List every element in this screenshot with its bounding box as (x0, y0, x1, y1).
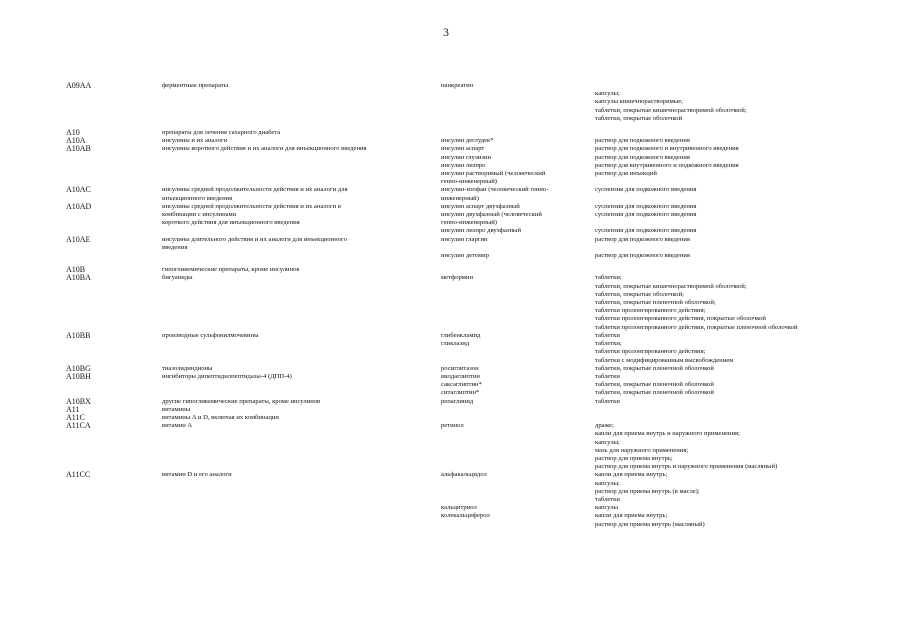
substance-name (441, 203, 595, 236)
group-name: производные сульфонилмочевины (162, 331, 259, 339)
dosage-form (595, 414, 865, 422)
substance-name-line: колекальциферол (441, 512, 490, 520)
group-name: гипогликемические препараты, кроме инсулинов (162, 266, 300, 274)
dosage-form (595, 82, 865, 123)
group-name: витамины A и D, включая их комбинации (162, 413, 279, 421)
dosage-form (595, 170, 865, 186)
table-row (66, 414, 865, 422)
atc-table (66, 82, 865, 529)
dosage-form-line: капли для приема внутрь; (595, 512, 668, 520)
dosage-form (595, 154, 865, 162)
substance-name (441, 414, 595, 422)
dosage-form-line: раствор для подкожного введения (595, 153, 690, 161)
table-row (66, 137, 865, 145)
substance-name (441, 471, 595, 528)
substance-name: инсулин лизпро (441, 161, 486, 169)
dosage-form-line: раствор для внутривенного и подкожного введения (595, 161, 739, 169)
dosage-form-line: раствор для подкожного введения (595, 235, 690, 243)
substance-name (441, 332, 595, 365)
dosage-form (595, 129, 865, 137)
dosage-form-line: таблетки (595, 397, 620, 405)
dosage-form-line (595, 244, 865, 252)
atc-code: A10BX (66, 397, 91, 406)
dosage-form-line: таблетки, покрытые пленочной оболочкой (595, 381, 714, 389)
dosage-form-line: капсулы; (595, 90, 620, 98)
atc-code (66, 162, 162, 170)
table-row (66, 373, 865, 398)
dosage-form (595, 186, 865, 202)
group-name: витамин A (162, 422, 193, 430)
group-name: ингибиторы дипептидилпептидазы-4 (ДПП-4) (162, 372, 292, 380)
table-body (66, 82, 865, 529)
dosage-form (595, 203, 865, 236)
substance-name: метформин (441, 274, 473, 282)
dosage-form-line: раствор для приема внутрь; (595, 454, 673, 462)
dosage-form-line: таблетки пролонгированного действия; (595, 307, 706, 315)
dosage-form-line: раствор для приема внутрь (в масле); (595, 487, 700, 495)
substance-name (441, 373, 595, 398)
dosage-form-line: раствор для приема внутрь и наружного применения (масляный) (595, 463, 778, 471)
substance-name-line: инсулин-изофан (человеческий генно- (441, 186, 549, 194)
table-row (66, 398, 865, 406)
group-name (162, 154, 441, 162)
table-row (66, 145, 865, 153)
dosage-form-line: капли для приема внутрь; (595, 471, 668, 479)
group-name (162, 162, 441, 170)
dosage-form (595, 365, 865, 373)
dosage-form-line: таблетки; (595, 340, 622, 348)
group-name: другие гипогликемические препараты, кроме инсулинов (162, 397, 321, 405)
table-row (66, 422, 865, 471)
atc-code: A10AB (66, 145, 91, 154)
atc-code: A10AC (66, 186, 91, 195)
substance-name-line: генно-инженерный) (441, 178, 497, 186)
substance-name (441, 186, 595, 202)
substance-name (441, 266, 595, 274)
table-row (66, 266, 865, 274)
substance-name-line: саксаглиптин* (441, 381, 482, 389)
group-name: ферментные препараты (162, 82, 229, 89)
dosage-form-line: таблетки, покрытые пленочной оболочкой; (595, 299, 716, 307)
dosage-form-line: капсулы; (595, 438, 620, 446)
atc-code: A11C (66, 413, 85, 422)
dosage-form-line: капсулы; (595, 479, 620, 487)
dosage-form-line: таблетки пролонгированного действия; (595, 348, 706, 356)
dosage-form-line: раствор для приема внутрь (масляный) (595, 520, 705, 528)
substance-name-line: глибенкламид (441, 331, 481, 339)
atc-code (66, 170, 162, 186)
dosage-form-line: раствор для подкожного и внутривенного введения (595, 145, 739, 153)
group-name-line: введения (162, 243, 188, 251)
atc-code: A11 (66, 405, 80, 414)
table-row (66, 162, 865, 170)
dosage-form-line: суспензия для подкожного введения (595, 202, 697, 210)
substance-name-line: инсулин лизпро двухфазный (441, 227, 521, 235)
table-row (66, 82, 865, 123)
dosage-form-line: капсулы кишечнорастворимые; (595, 98, 683, 106)
table-row (66, 186, 865, 202)
substance-name-line: кальцитриол (441, 504, 477, 512)
substance-name (441, 170, 595, 186)
dosage-form-line: таблетки, покрытые пленочной оболочкой (595, 389, 714, 397)
page-number: 3 (443, 25, 449, 39)
substance-name: росиглитазон (441, 364, 479, 372)
dosage-form-line: раствор для подкожного введения (595, 137, 690, 145)
dosage-form-line: таблетки пролонгированного действия, покрытые оболочкой (595, 315, 766, 323)
table-row (66, 274, 865, 331)
substance-name (441, 406, 595, 414)
dosage-form (595, 236, 865, 261)
dosage-form (595, 332, 865, 365)
substance-name-line (441, 244, 595, 252)
substance-name-line: вилдаглиптин (441, 372, 480, 380)
dosage-form-line: таблетки; (595, 274, 622, 282)
group-name-line: комбинации с инсулинами (162, 211, 237, 219)
group-name-line: инсулины длительного действия и их аналоги для инъекционного (162, 235, 347, 243)
substance-name-line: инженерный) (441, 194, 479, 202)
group-name-line: инсулины средней продолжительности действия и их аналоги для (162, 186, 348, 194)
table-row (66, 154, 865, 162)
dosage-form-line: таблетки, покрытые пленочной оболочкой (595, 364, 714, 372)
substance-name: инсулин деглудек* (441, 137, 494, 145)
substance-name-line (441, 480, 595, 488)
group-name (162, 186, 441, 202)
group-name-line: инъекционного введения (162, 194, 233, 202)
group-name-line: короткого действия для инъекционного введения (162, 219, 300, 227)
substance-name: ретинол (441, 422, 464, 430)
substance-name-line (441, 488, 595, 496)
substance-name-line: инсулин аспарт двухфазный (441, 202, 520, 210)
substance-name (441, 129, 595, 137)
substance-name-line: инсулин растворимый (человеческий (441, 170, 546, 178)
substance-name (441, 236, 595, 261)
dosage-form-line: таблетки пролонгированного действия, покрытые пленочной оболочкой (595, 323, 798, 331)
dosage-form-line: драже; (595, 422, 614, 430)
atc-code: A10AE (66, 235, 91, 244)
dosage-form-line: капли для приема внутрь и наружного применения; (595, 430, 740, 438)
atc-code: A11CA (66, 422, 91, 431)
table-row (66, 406, 865, 414)
atc-code: A10AD (66, 202, 92, 211)
atc-code: A10BG (66, 364, 91, 373)
group-name: витамин D и его аналоги (162, 471, 232, 479)
table-row (66, 332, 865, 365)
atc-code: A10B (66, 266, 86, 275)
dosage-form-line: таблетки с модифицированным высвобождением (595, 356, 734, 364)
dosage-form-line: капсулы (595, 504, 619, 512)
table-row (66, 236, 865, 261)
dosage-form-line: суспензия для подкожного введения (595, 186, 697, 194)
dosage-form-line: мазь для наружного применения; (595, 446, 689, 454)
group-name: витамины (162, 405, 191, 413)
dosage-form-line (595, 219, 865, 227)
table-row (66, 471, 865, 528)
dosage-form-line: раствор для подкожного введения (595, 252, 690, 260)
substance-name-line: инсулин двухфазный (человеческий (441, 211, 542, 219)
group-name: инсулины и их аналоги (162, 137, 228, 145)
dosage-form (595, 373, 865, 398)
atc-code: A10BB (66, 331, 91, 340)
dosage-form-line: суспензия для подкожного введения (595, 227, 697, 235)
substance-name-line: ситаглиптин* (441, 389, 480, 397)
dosage-form-line: таблетки (595, 495, 620, 503)
dosage-form-line: таблетки, покрытые кишечнорастворимой оболочкой; (595, 282, 747, 290)
dosage-form (595, 274, 865, 331)
atc-code: A10BH (66, 372, 91, 381)
substance-name: инсулин глулизин (441, 153, 492, 161)
dosage-form (595, 162, 865, 170)
substance-name-line: генно-инженерный) (441, 219, 497, 227)
group-name: инсулины короткого действия и их аналоги для инъекционного введения (162, 145, 367, 153)
atc-code: A10BA (66, 274, 91, 283)
substance-name: панкреатин (441, 82, 474, 89)
atc-code: A10 (66, 129, 80, 138)
dosage-form-line (595, 82, 865, 90)
atc-code: A11CC (66, 471, 91, 480)
group-name (162, 203, 441, 236)
table-row (66, 170, 865, 186)
group-name: бигуаниды (162, 274, 193, 282)
dosage-form (595, 406, 865, 414)
substance-name-line: инсулин гларгин (441, 235, 488, 243)
table-row (66, 129, 865, 137)
table-row (66, 365, 865, 373)
atc-code: A10A (66, 137, 86, 146)
dosage-form-line: раствор для инъекций (595, 170, 657, 178)
group-name: препараты для лечения сахарного диабета (162, 129, 281, 137)
dosage-form (595, 471, 865, 528)
atc-code (66, 154, 162, 162)
group-name (162, 236, 441, 261)
substance-name-line: альфакальцидол (441, 471, 487, 479)
dosage-form (595, 398, 865, 406)
dosage-form (595, 266, 865, 274)
dosage-form (595, 145, 865, 153)
substance-name-line: гликлазид (441, 340, 470, 348)
substance-name: инсулин аспарт (441, 145, 485, 153)
atc-code: A09AA (66, 82, 92, 90)
table-row (66, 203, 865, 236)
substance-name-line (441, 496, 595, 504)
dosage-form-line: таблетки (595, 331, 620, 339)
dosage-form-line: таблетки, покрытые оболочкой; (595, 290, 684, 298)
dosage-form-line: таблетки (595, 372, 620, 380)
substance-name: репаглинид (441, 397, 474, 405)
dosage-form-line: таблетки, покрытые оболочкой (595, 114, 683, 122)
group-name: тиазолидиндионы (162, 364, 213, 372)
dosage-form (595, 137, 865, 145)
substance-name-line: инсулин детемир (441, 252, 489, 260)
dosage-form-line: таблетки, покрытые кишечнорастворимой оболочкой; (595, 106, 747, 114)
group-name-line: инсулины средней продолжительности действия и их аналоги в (162, 202, 341, 210)
dosage-form-line: суспензия для подкожного введения (595, 211, 697, 219)
group-name (162, 170, 441, 186)
dosage-form (595, 422, 865, 471)
